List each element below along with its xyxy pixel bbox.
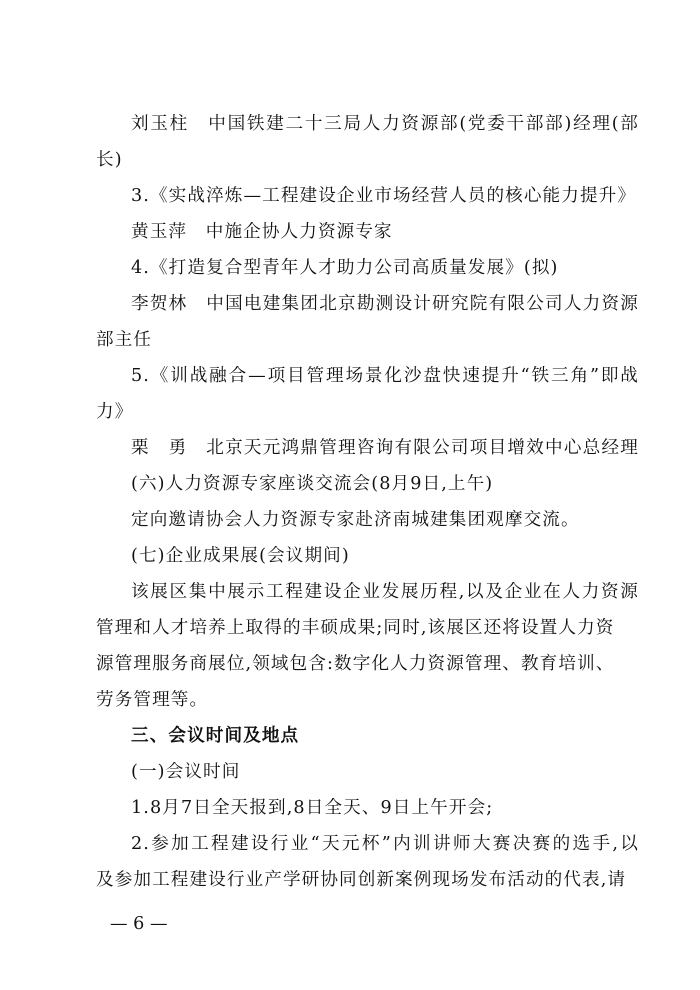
section-7-body-line-3: 源管理服务商展位,领域包含:数字化人力资源管理、教育培训、 [96, 654, 615, 674]
speaker-huang-yuping: 黄玉萍 中施企协人力资源专家 [131, 222, 393, 242]
page-number: — 6 — [110, 914, 168, 934]
section-7-body-line-1: 该展区集中展示工程建设企业发展历程,以及企业在人力资源 [131, 582, 639, 602]
subsection-1-heading: (一)会议时间 [131, 762, 241, 782]
speaker-liu-yuzhu-line: 刘玉柱 中国铁建二十三局人力资源部(党委干部部)经理(部 [131, 114, 639, 134]
section-6-heading: (六)人力资源专家座谈交流会(8月9日,上午) [131, 474, 494, 494]
speaker-liu-yuzhu-title-cont: 长) [96, 150, 123, 170]
part-3-heading: 三、会议时间及地点 [131, 726, 300, 746]
speaker-li-helin-title-cont: 部主任 [96, 330, 153, 350]
item-2-text-line-2: 及参加工程建设行业产学研协同创新案例现场发布活动的代表,请 [96, 870, 627, 890]
section-7-body-line-4: 劳务管理等。 [96, 690, 209, 710]
section-6-body: 定向邀请协会人力资源专家赴济南城建集团观摩交流。 [131, 510, 580, 530]
item-1-text: 1.8月7日全天报到,8日全天、9日上午开会; [131, 798, 494, 818]
speaker-li-helin-line: 李贺林 中国电建集团北京勘测设计研究院有限公司人力资源 [131, 294, 639, 314]
course-title-5-cont: 力》 [96, 402, 134, 422]
speaker-li-yong: 栗 勇 北京天元鸿鼎管理咨询有限公司项目增效中心总经理 [131, 438, 639, 458]
course-title-3: 3.《实战淬炼—工程建设企业市场经营人员的核心能力提升》 [131, 186, 637, 206]
section-7-body-line-2: 管理和人才培养上取得的丰硕成果;同时,该展区还将设置人力资 [96, 618, 615, 638]
course-title-5: 5.《训战融合—项目管理场景化沙盘快速提升“铁三角”即战 [131, 366, 639, 386]
section-7-heading: (七)企业成果展(会议期间) [131, 546, 350, 566]
item-2-text-line-1: 2.参加工程建设行业“天元杯”内训讲师大赛决赛的选手,以 [131, 834, 639, 854]
course-title-4: 4.《打造复合型青年人才助力公司高质量发展》(拟) [131, 258, 559, 278]
